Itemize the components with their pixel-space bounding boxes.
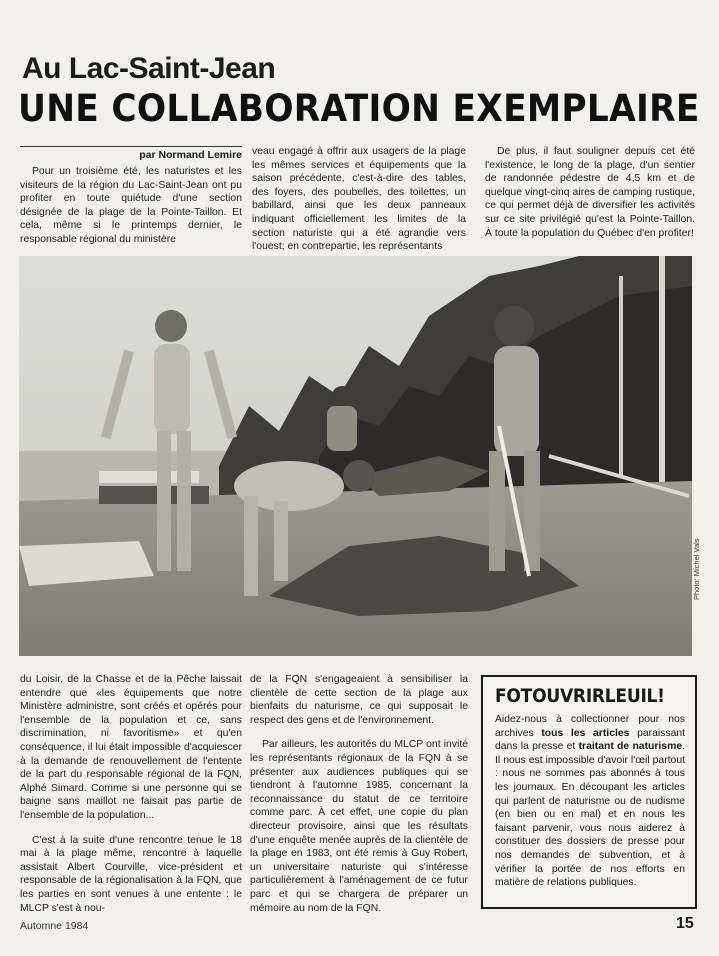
paragraph: C'est à la suite d'une rencontre tenue le 18 mai à la plage même, rencontre à laquelle assistait Albert Courville, vice-président et responsable de la régionalisation à la FQN, que les parties en sont venues à une entente : le MLCP s'est à nou- <box>20 834 242 914</box>
byline: par Normand Lemire <box>20 146 242 161</box>
paragraph: du Loisir, de la Chasse et de la Pêche laissait entendre que «les équipements que notre Ministère administre, sont créés et opérés pour l'ensemble de la population et ce, sans discrimination, ni favoritisme» et qu'en conséquence, il lui était impossible d'acquiescer à la demande de renouvellement de l'entente de la part du responsable régional de la FQN, Alphé Simard. Comme si une personne qui se baigne sans maillot ne faisait pas partie de l'ensemble de la population... <box>20 674 242 821</box>
paragraph: Par ailleurs, les autorités du MLCP ont invité les représentants régionaux de la FQN à se présenter aux audiences publiques qui se tiendront à l'automne 1985, concernant la reconnaissance du statut de ce territoire comme parc. À cet effet, une copie du plan directeur provisoire, ainsi que les résultats d'une enquête menée auprès de la clientèle de la plage en 1983, ont été remis à Guy Robert, un universitaire naturiste qui s'intéresse particulièrement à l'aménagement de ce futur parc et qui se chargera de préparer un mémoire au nom de la FQN. <box>250 739 468 914</box>
sidebar-emphasis: tous les articles <box>541 727 630 739</box>
issue-label: Automne 1984 <box>20 920 89 932</box>
paragraph: veau engagé à offrir aux usagers de la plage les mêmes services et équipements que la saison précédente, c'est-à-dire des tables, des foyers, des poubelles, des toilettes, un babillard, ainsi que les deux panneaux indiquant officiellement les limites de la section naturiste qui a été agrandie vers l'ouest; en contrepartie, les représentants <box>252 146 466 253</box>
sidebar-text <box>495 713 685 890</box>
paragraph: Pour un troisième été, les naturistes et les visiteurs de la région du Lac-Saint-Jean ont pu profiter en toute quiétude d'une section désignée de la plage de la Pointe-Taillon. Et cela, même si le printemps dernier, le responsable régional du ministère <box>20 166 242 245</box>
paragraph: de la FQN s'engageaient à sensibiliser la clientèle de cette section de la plage aux bienfaits du naturisme, ce qui supposait le respect des gens et de l'environnement. <box>250 674 468 726</box>
sidebar-box <box>481 675 697 909</box>
article-column-1 <box>20 165 242 247</box>
photo-credit: Photo: Michel Vals <box>692 538 701 600</box>
sidebar-title: FOTOUVRIRLEUIL! <box>495 685 665 707</box>
paragraph: De plus, il faut souligner depuis cet été l'existence, le long de la plage, d'un sentier de randonnée pédestre de 4,5 km et de quelque vingt-cinq aires de camping rustique, ce qui permet déjà de diversifier les activités sur ce site privilégié qu'est la Pointe-Taillon. À toute la population du Québec d'en profiter! <box>485 146 695 239</box>
photo-illustration <box>19 256 692 656</box>
article-column-4 <box>20 673 242 915</box>
headline: UNE COLLABORATION EXEMPLAIRE <box>18 87 700 130</box>
article-column-5 <box>250 673 468 915</box>
article-column-3 <box>485 145 695 240</box>
beach-photo <box>19 256 692 656</box>
page-number: 15 <box>676 915 694 932</box>
sidebar-text-part: Aidez-nous à collectionner pour nos archives <box>495 714 685 739</box>
sidebar-text-part: . Il nous est impossible d'avoir l'œil partout : nous ne sommes pas abonnés à tous les journaux. En découpant les articles qui parlent de naturisme ou de nudisme (en bien ou en mal) et en nous les faisant parvenir, vous nous aiderez à constituer des dossiers de presse pour nos demandes de subvention, et à vérifier la portée de nos efforts en matière de relations publiques. <box>495 741 685 889</box>
sidebar-text-part: paraissant dans la presse et <box>495 727 686 753</box>
sidebar-emphasis: traitant de naturisme <box>578 741 683 753</box>
kicker-title: Au Lac-Saint-Jean <box>22 52 276 85</box>
article-column-2 <box>252 145 466 254</box>
